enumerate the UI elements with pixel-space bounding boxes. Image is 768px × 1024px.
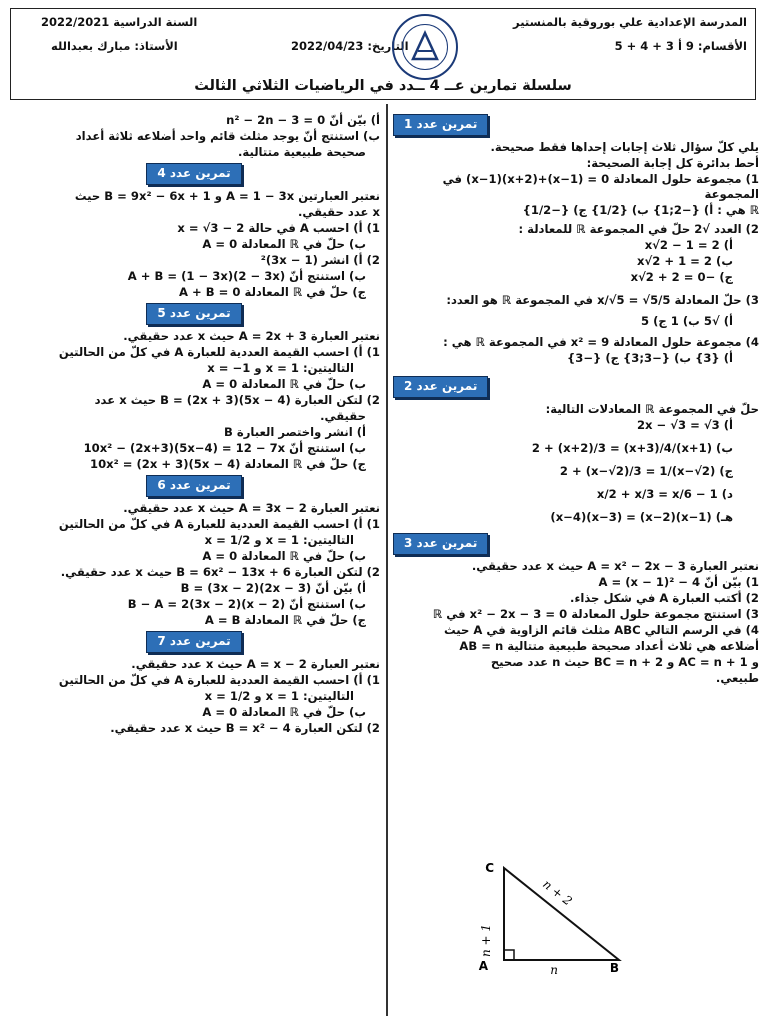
ex1-q2-b: ب) x√2 + 1 = 2 — [637, 254, 733, 269]
ex1-q1: 1) مجموعة حلول المعادلة 0 = (x−1)+(x+2)(x−1) في المجموعة — [442, 171, 759, 201]
ex1-q3-options: أ) √5 ب) 1 ج) 5 — [640, 314, 733, 329]
ex5-1b: ب) حلّ في ℝ المعادلة A = 0 — [202, 377, 366, 391]
ex7-1a: 1) أ) احسب القيمة العددية للعبارة A في كلّ من الحالتين — [58, 673, 380, 688]
ex2-d: د) x/2 + x/3 = x/6 − 1 — [596, 487, 733, 502]
ex2-b: ب) (x+1)/2 + (x+2)/3 = (x+3)/4 — [531, 441, 733, 456]
ex5-1a-cases: التاليتين: x = 1 و x = −1 — [207, 360, 354, 375]
ex4-intro: نعتبر العبارتين A = 1 − 3x و B = 9x² − 6x + 1 حيث — [74, 188, 380, 203]
ex7-1b: ب) حلّ في ℝ المعادلة A = 0 — [202, 705, 366, 720]
teacher-name: الأستاذ: مبارك بعبدالله — [51, 39, 178, 53]
ex4-1a: 1) أ) احسب A في حالة x = √3 − 2 — [177, 220, 380, 235]
ex1-q4-options: أ) {3} ب) {−3;3} ج) {−3} — [567, 351, 733, 366]
ex2-a: أ) 2x − √3 = √3 — [636, 418, 733, 433]
ex4-2c: ج) حلّ في ℝ المعادلة A + B = 0 — [179, 285, 366, 300]
ex3-item-4-c: و AC = n + 1 و BC = n + 2 حيث n عدد صحيح — [490, 655, 759, 670]
ex3-item-1: 1) بيّن أنّ A = (x − 1)² − 4 — [598, 575, 759, 590]
ex1-q2-c: ج) −x√2 + 2 = 0 — [630, 270, 733, 285]
ex3-item-4: 4) في الرسم التالي ABC مثلث قائم الزاوية في A حيث — [443, 623, 759, 638]
ex6-2c: ب) استنتج أنّ B − A = 2(3x − 2)(x − 2) — [127, 597, 366, 612]
ex5-2a: 2) لتكن العبارة B = (2x + 3)(5x − 4) حيث x عدد — [94, 393, 380, 408]
ex1-q3: 3) حلّ المعادلة x/√5 = √5/5 في المجموعة ℝ هو العدد: — [446, 293, 759, 308]
ex1-q2: 2) العدد √2 حلّ في المجموعة ℝ للمعادلة : — [518, 221, 759, 236]
ex6-1a-cases: التاليتين: x = 1 و x = 1/2 — [204, 533, 354, 548]
ex1-q4: 4) مجموعة حلول المعادلة x² = 9 في المجموعة ℝ هي : — [443, 335, 759, 350]
ex3-cont-a: أ) بيّن أنّ n² − 2n − 3 = 0 — [226, 113, 380, 127]
page-title: سلسلة تمارين عــ 4 ــدد في الرياضيات الثلاثي الثالث — [194, 78, 572, 94]
vertex-b-label: B — [609, 961, 619, 975]
hypotenuse-label: n + 2 — [540, 876, 575, 909]
exercise-1-heading: تمرين عدد 1 — [393, 114, 488, 136]
ex2-intro: حلّ في المجموعة ℝ المعادلات التالية: — [545, 402, 759, 416]
ex4-2b: ب) استنتج أنّ A + B = (1 − 3x)(2 − 3x) — [127, 269, 366, 284]
ex1-intro: يلي كلّ سؤال ثلاث إجابات إحداها فقط صحيحة. — [490, 139, 759, 154]
ex7-1a-cases: التاليتين: x = 1 و x = 1/2 — [204, 689, 354, 704]
ex3-item-2: 2) أكتب العبارة A في شكل جذاء. — [570, 591, 759, 606]
left-column — [8, 112, 380, 737]
ex6-2d: ج) حلّ في ℝ المعادلة A = B — [204, 613, 366, 628]
vertical-side-label: n + 1 — [479, 924, 493, 958]
exercise-3-heading: تمرين عدد 3 — [393, 533, 488, 555]
ex3-item-4-d: طبيعي. — [715, 671, 759, 686]
school-year: السنة الدراسية 2022/2021 — [41, 15, 198, 29]
base-side-label: n — [550, 963, 558, 977]
ex4-2a: 2) أ) انشر (1 − 3x)² — [260, 253, 380, 268]
ex4-intro-2: x عدد حقيقي. — [297, 204, 380, 219]
ex6-1b: ب) حلّ في ℝ المعادلة A = 0 — [202, 549, 366, 564]
exercise-7-heading: تمرين عدد 7 — [146, 631, 241, 653]
vertex-a-label: A — [478, 959, 488, 973]
ex5-2b: أ) انشر واختصر العبارة B — [224, 425, 366, 440]
column-divider — [386, 104, 388, 1016]
exam-date: التاريخ: 2022/04/23 — [291, 39, 409, 53]
right-column — [393, 112, 759, 687]
exercise-5-heading: تمرين عدد 5 — [146, 303, 241, 325]
ex5-intro: نعتبر العبارة A = 2x + 3 حيث x عدد حقيقي. — [123, 328, 380, 343]
ex5-2a-cont: حقيقي. — [320, 409, 366, 424]
exercise-6-heading: تمرين عدد 6 — [146, 475, 241, 497]
exercise-2-heading: تمرين عدد 2 — [393, 376, 488, 398]
ex5-1a: 1) أ) احسب القيمة العددية للعبارة A في كلّ من الحالتين — [58, 344, 380, 359]
ex4-1b: ب) حلّ في ℝ المعادلة A = 0 — [202, 236, 366, 251]
ex5-2d: ج) حلّ في ℝ المعادلة 10x² = (2x + 3)(5x − 4) — [90, 457, 366, 472]
ex6-intro: نعتبر العبارة A = 3x − 2 حيث x عدد حقيقي. — [123, 500, 380, 515]
ex3-item-4-b: أضلاعه هي ثلاث أعداد صحيحة طبيعية متتالية AB = n — [459, 639, 759, 654]
header-box — [10, 8, 756, 100]
school-seal-icon — [392, 14, 458, 80]
ex3-item-3: 3) استنتج مجموعة حلول المعادلة x² − 2x − 3 = 0 في ℝ — [432, 607, 759, 622]
ex2-e: هـ) (x−1)(x−2) = (x−3)(x−4) — [550, 510, 733, 525]
exercise-4-heading: تمرين عدد 4 — [146, 163, 241, 185]
ex6-2b: أ) بيّن أنّ B = (3x − 2)(2x − 3) — [180, 581, 366, 596]
ex1-instructions: أحط بدائرة كل إجابة الصحيحة: — [586, 155, 759, 170]
ex7-2: 2) لتكن العبارة B = x² − 4 حيث x عدد حقيقي. — [110, 721, 380, 736]
ex2-c: ج) (x−√2)/2 + (x−√2)/3 = 1 — [559, 464, 733, 479]
ex3-cont-b2: صحيحة طبيعية متتالية. — [238, 145, 366, 160]
ex6-2a: 2) لتكن العبارة B = 6x² − 13x + 6 حيث x عدد حقيقي. — [60, 565, 380, 580]
classes: الأقسام: 9 أ 3 + 4 + 5 — [614, 39, 747, 53]
ex6-1a: 1) أ) احسب القيمة العددية للعبارة A في كلّ من الحالتين — [58, 517, 380, 532]
school-name: المدرسة الإعدادية علي بوروقية بالمنستير — [513, 15, 747, 29]
ex7-intro: نعتبر العبارة A = x − 2 حيث x عدد حقيقي. — [131, 657, 380, 672]
ex3-cont-b: ب) استنتج أنّ يوجد مثلث قائم واحد أضلاعه ثلاثة أعداد — [75, 129, 380, 144]
right-triangle-diagram — [474, 860, 644, 980]
ex5-2c: ب) استنتج أنّ 10x² − (2x+3)(5x−4) = 12 − 7x — [83, 441, 366, 456]
ex1-q1-options: ℝ هي : أ) {−2;1} ب) {1/2} ج) {−1/2} — [522, 202, 759, 217]
vertex-c-label: C — [485, 861, 494, 875]
ex1-q2-a: أ) x√2 − 1 = 2 — [644, 237, 733, 252]
ex3-intro: نعتبر العبارة A = x² − 2x − 3 حيث x عدد حقيقي. — [471, 558, 759, 573]
